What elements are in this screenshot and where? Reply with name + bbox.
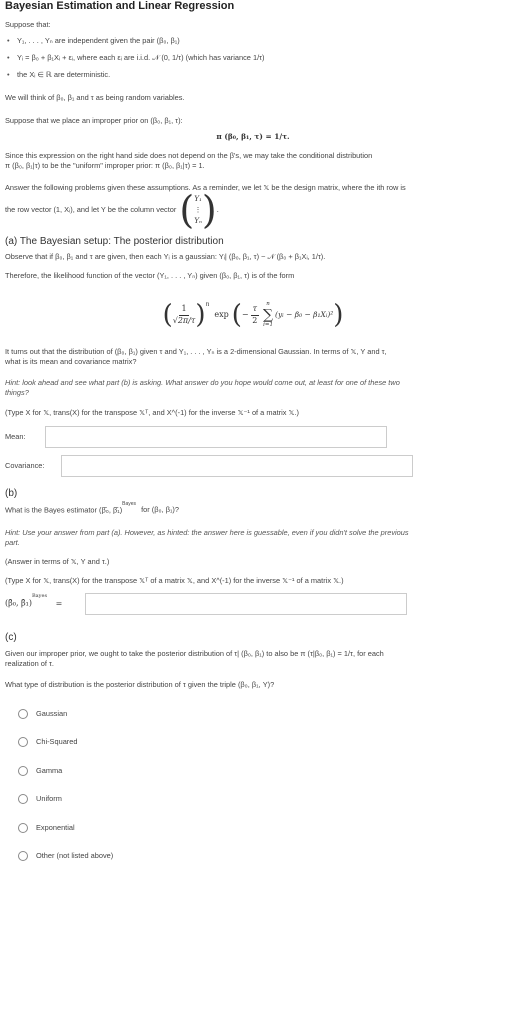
part-c-question: What type of distribution is the posterior distribution of τ given the triple (β₀, β₁, Y)? — [5, 679, 275, 689]
formula-tau: τ — [251, 304, 259, 316]
radio-button[interactable] — [18, 794, 28, 804]
assumption-3: • the Xᵢ ∈ ℝ are deterministic. — [5, 70, 501, 80]
radio-button[interactable] — [18, 737, 28, 747]
covariance-input[interactable] — [61, 455, 413, 477]
sum-bottom: i=1 — [263, 321, 273, 328]
mean-label: Mean: — [5, 432, 26, 442]
sum-top: n — [266, 301, 270, 308]
formula-two: 2 — [252, 315, 258, 325]
part-b-answer-terms: (Answer in terms of 𝕏, Y and τ.) — [5, 557, 110, 567]
page-title: Bayesian Estimation and Linear Regression — [5, 0, 235, 12]
mean-row — [5, 426, 501, 448]
bayes-superscript: Bayes — [122, 500, 137, 507]
part-a-heading: (a) The Bayesian setup: The posterior distribution — [5, 235, 224, 247]
estimator-lhs — [5, 593, 65, 609]
observe-text: Observe that if β₀, β₁ and τ are given, then each Yᵢ is a gaussian: Yᵢ| (β₀, β₁, τ) ~ 𝒩 (β₀ + β₁Xᵢ, 1/τ). — [5, 252, 326, 262]
part-c-heading: (c) — [5, 632, 17, 644]
since-text-2: π (β₀, β₁|τ) to be the "uniform" improper prior: π (β₀, β₁|τ) = 1. — [5, 160, 205, 170]
bayes-estimator-row — [5, 593, 501, 615]
estimator-lhs-text: (β̂₀, β̂₁) — [5, 599, 32, 609]
vector-dots: ⋮ — [194, 205, 202, 215]
option-other-not-listed-above[interactable] — [5, 849, 501, 863]
since-text-1: Since this expression on the right hand side does not depend on the β's, we may take the conditional distribution — [5, 150, 373, 160]
formula-exponent: n — [205, 301, 210, 309]
suppose-text: Suppose that: — [5, 20, 51, 29]
what-is-text: what is its mean and covariance matrix? — [5, 357, 137, 367]
radio-button[interactable] — [18, 766, 28, 776]
answer-intro-text: Answer the following problems given these assumptions. As a reminder, we let 𝕏 be the design matrix, where the ith row is — [5, 182, 406, 192]
part-c-realization: realization of τ. — [5, 658, 54, 668]
likelihood-formula: ( $\frac{1}{√2\pi/\tau}$ ) $^n$ exp ( − $\frac{\tau}{2}$ n ∑ i=1 (yᵢ − β₀ − β₁Xᵢ)² ) — [162, 299, 344, 330]
part-a-hint: Hint: look ahead and see what part (b) is asking. What answer do you hope would come out, at least for one of these two — [5, 378, 400, 388]
option-gamma[interactable] — [5, 764, 501, 778]
assumption-1: • Y₁, . . . , Yₙ are independent given the pair (β₀, β₁) — [5, 36, 501, 46]
distribution-options — [5, 707, 501, 864]
part-a-hint-2: things? — [5, 388, 29, 398]
vector-top: Y₁ — [194, 194, 202, 204]
estimator-equals: = — [55, 599, 63, 609]
formula-inner: (yᵢ − β₀ − β₁Xᵢ)² — [275, 310, 334, 320]
part-b-hint: Hint: Use your answer from part (a). However, as hinted: the answer here is guessable, even if you didn't solve the previous — [5, 528, 409, 538]
option-label: Gaussian — [36, 708, 68, 718]
covariance-row — [5, 455, 501, 477]
random-vars-text: We will think of β₀, β₁ and τ as being random variables. — [5, 92, 185, 102]
option-label: Other (not listed above) — [36, 851, 114, 861]
turns-out-text: It turns out that the distribution of (β₀, β₁) given τ and Y₁, . . . , Yₙ is a 2-dimensional Gaussian. In terms of 𝕏, Y and τ, — [5, 347, 387, 357]
prior-equation: π (β₀, β₁, τ) = 1/τ. — [216, 131, 290, 141]
part-b-type-note: (Type X for 𝕏, trans(X) for the transpose 𝕏ᵀ of a matrix 𝕏, and X^(-1) for the inverse 𝕏⁻¹ of a matrix 𝕏.) — [5, 576, 344, 586]
covariance-label: Covariance: — [5, 461, 45, 471]
option-label: Exponential — [36, 822, 75, 832]
formula-exp: exp — [214, 309, 229, 319]
y-column-vector: ( Y₁ ⋮ Yₙ ) . — [179, 187, 219, 232]
part-c-given: Given our improper prior, we ought to take the posterior distribution of τ| (β₀, β₁) to also be π (τ|β₀, β₁) = 1/τ, for each — [5, 648, 384, 658]
therefore-text: Therefore, the likelihood function of the vector (Y₁, . . . , Yₙ) given (β₀, β₁, τ) is of the form — [5, 271, 295, 281]
formula-numerator: 1 — [179, 304, 188, 316]
radio-button[interactable] — [18, 823, 28, 833]
vector-bottom: Yₙ — [194, 216, 202, 226]
part-b-hint-2: part. — [5, 538, 20, 548]
assumption-2: • Yᵢ = β₀ + β₁Xᵢ + εᵢ, where each εᵢ are i.i.d. 𝒩 (0, 1/τ) (which has variance 1/τ) — [5, 53, 501, 63]
option-chi-squared[interactable] — [5, 735, 501, 749]
prior-intro-text: Suppose that we place an improper prior on (β₀, β₁, τ): — [5, 115, 183, 125]
option-label: Uniform — [36, 794, 62, 804]
part-b-heading: (b) — [5, 488, 18, 500]
formula-denominator: √2π/τ — [172, 315, 196, 325]
estimator-lhs-sup: Bayes — [32, 593, 48, 600]
option-uniform[interactable] — [5, 792, 501, 806]
bayes-estimator-input[interactable] — [85, 593, 407, 615]
radio-button[interactable] — [18, 851, 28, 861]
option-exponential[interactable] — [5, 821, 501, 835]
option-label: Gamma — [36, 765, 63, 775]
part-a-type-note: (Type X for 𝕏, trans(X) for the transpose 𝕏ᵀ, and X^(-1) for the inverse 𝕏⁻¹ of a matrix 𝕏.) — [5, 408, 299, 418]
part-b-question-text: What is the Bayes estimator (β̂₀, β̂₁) — [5, 505, 123, 515]
row-vector-text: the row vector (1, Xᵢ), and let Y be the column vector — [5, 204, 177, 214]
part-b-question — [5, 500, 501, 515]
option-gaussian[interactable] — [5, 707, 501, 721]
part-b-question-end: for (β₀, β₁)? — [141, 505, 180, 515]
option-label: Chi-Squared — [36, 737, 78, 747]
mean-input[interactable] — [45, 426, 387, 448]
radio-button[interactable] — [18, 709, 28, 719]
